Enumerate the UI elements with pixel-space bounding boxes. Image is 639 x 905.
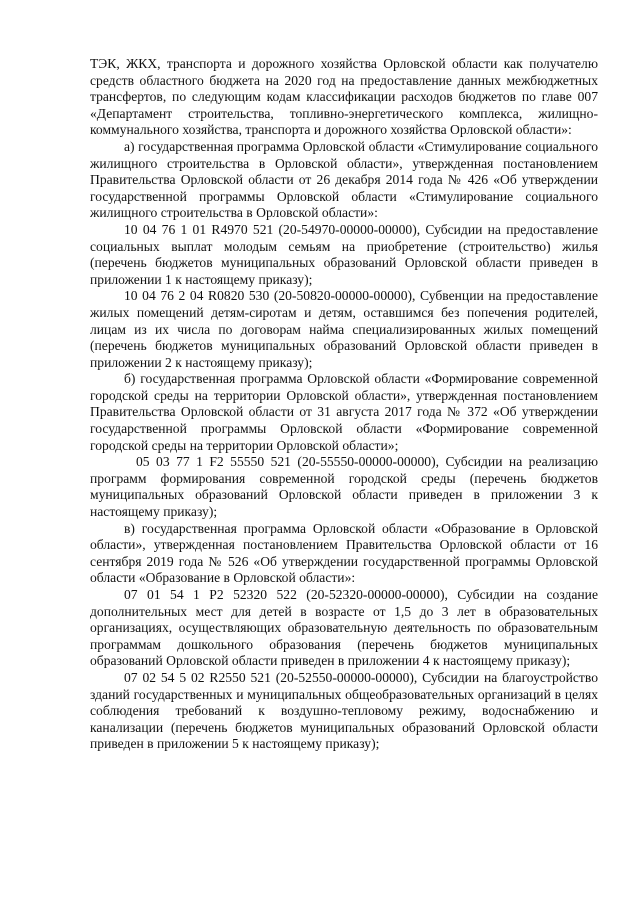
code-item-2-paragraph: 10 04 76 2 04 R0820 530 (20-50820-00000-00000), Субвенции на предоставление жилых помещений детям-сиротам и детям, оставшимся без попечения родителей, лицам из их числа по договорам найма специализированных жилых помещений (перечень бюджетов муниципальных образований Орловской области приведен в приложении 2 к настоящему приказу); <box>90 288 598 370</box>
code-item-5-paragraph: 07 02 54 5 02 R2550 521 (20-52550-00000-00000), Субсидии на благоустройство зданий государственных и муниципальных общеобразовательных организаций в целях соблюдения требований к воздушно-тепловому режиму, водоснабжению и канализации (перечень бюджетов муниципальных образований Орловской области приведен в приложении 5 к настоящему приказу); <box>90 669 598 752</box>
program-b-paragraph: б) государственная программа Орловской области «Формирование современной городской среды на территории Орловской области», утвержденная постановлением Правительства Орловской области от 31 августа 2017 года № 372 «Об утверждении государственной программы Орловской области «Формирование современной городской среды на территории Орловской области»; <box>90 371 598 453</box>
program-a-paragraph: а) государственная программа Орловской области «Стимулирование социального жилищного строительства в Орловской области», утвержденная постановлением Правительства Орловской области от 26 декабря 2014 года № 426 «Об утверждении государственной программы Орловской области «Стимулирование социального жилищного строительства в Орловской области»: <box>90 138 598 221</box>
code-item-1-paragraph: 10 04 76 1 01 R4970 521 (20-54970-00000-00000), Субсидии на предоставление социальных выплат молодым семьям на приобретение (строительство) жилья (перечень бюджетов муниципальных образований Орловской области приведен в приложении 1 к настоящему приказу); <box>90 221 598 287</box>
code-item-3-paragraph: 05 03 77 1 F2 55550 521 (20-55550-00000-00000), Субсидии на реализацию программ формирования современной городской среды (перечень бюджетов муниципальных образований Орловской области приведен в приложении 3 к настоящему приказу); <box>90 454 598 520</box>
code-item-4-paragraph: 07 01 54 1 P2 52320 522 (20-52320-00000-00000), Субсидии на создание дополнительных мест для детей в возрасте от 1,5 до 3 лет в образовательных организациях, осуществляющих образовательную деятельность по образовательным программам дошкольного образования (перечень бюджетов муниципальных образований Орловской области приведен в приложении 4 к настоящему приказу); <box>90 587 598 669</box>
intro-paragraph: ТЭК, ЖКХ, транспорта и дорожного хозяйства Орловской области как получателю средств областного бюджета на 2020 год на предоставление данных межбюджетных трансфертов, по следующим кодам классификации расходов бюджетов по главе 007 «Департамент строительства, топливно-энергетического комплекса, жилищно-коммунального хозяйства, транспорта и дорожного хозяйства Орловской области»: <box>90 56 598 138</box>
program-c-paragraph: в) государственная программа Орловской области «Образование в Орловской области», утвержденная постановлением Правительства Орловской области от 16 сентября 2019 года № 526 «Об утверждении государственной программы Орловской области «Образование в Орловской области»: <box>90 520 598 586</box>
